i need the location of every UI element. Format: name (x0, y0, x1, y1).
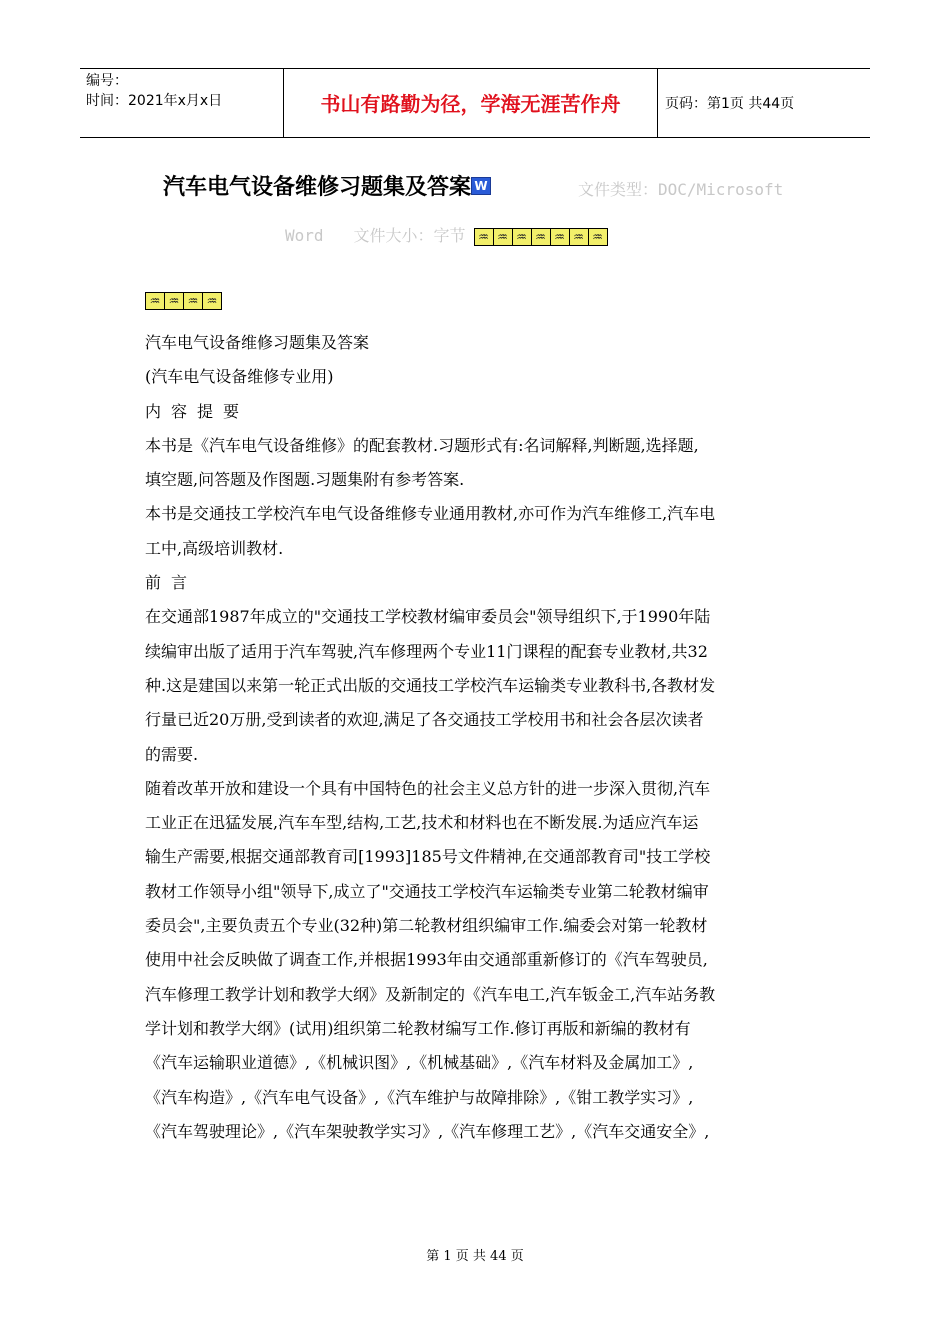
body-line: 《汽车驾驶理论》,《汽车架驶教学实习》,《汽车修理工艺》,《汽车交通安全》, (145, 1121, 710, 1141)
image-placeholder-strip (145, 292, 222, 310)
page-info: 页码：第1页 共44页 (665, 96, 795, 112)
image-placeholder-strip (474, 228, 608, 246)
body-line: 汽车电气设备维修习题集及答案 (145, 333, 370, 352)
body-line: 行量已近20万册,受到读者的欢迎,满足了各交通技工学校用书和社会各层次读者 (145, 710, 704, 730)
broken-image-icon: ♒ (592, 229, 603, 244)
meta-row (285, 223, 608, 246)
broken-image-icon: ♒ (494, 229, 513, 245)
broken-image-icon: ♒ (513, 229, 532, 245)
broken-image-icon: ♒ (475, 229, 494, 245)
page-footer: 第 1 页 共 44 页 (426, 1249, 524, 1264)
body-line: 本书是《汽车电气设备维修》的配套教材.习题形式有:名词解释,判断题,选择题, (145, 435, 699, 455)
section-heading: 内容提要 (145, 401, 250, 421)
section-heading: 前言 (145, 573, 198, 593)
body-line: (汽车电气设备维修专业用) (145, 367, 334, 387)
document-title: 汽车电气设备维修习题集及答案 (163, 175, 472, 200)
broken-image-icon: ♒ (206, 293, 218, 308)
broken-image-icon: ♒ (570, 229, 589, 245)
motto-text: 书山有路勤为径，学海无涯苦作舟 (320, 92, 621, 116)
image-placeholder-row (145, 290, 222, 310)
broken-image-icon: ♒ (146, 293, 165, 309)
body-line: 教材工作领导小组"领导下,成立了"交通技工学校汽车运输类专业第二轮教材编审 (145, 881, 709, 901)
header-table (80, 68, 870, 138)
body-line: 工业正在迅猛发展,汽车车型,结构,工艺,技术和材料也在不断发展.为适应汽车运 (145, 813, 699, 833)
word-doc-icon: W (471, 177, 491, 195)
broken-image-icon: ♒ (532, 229, 551, 245)
body-line: 种.这是建国以来第一轮正式出版的交通技工学校汽车运输类专业教科书,各教材发 (145, 675, 716, 695)
body-line: 续编审出版了适用于汽车驾驶,汽车修理两个专业11门课程的配套专业教材,共32 (145, 641, 708, 661)
file-type-label: 文件类型：DOC/Microsoft (578, 180, 784, 199)
body-line: 使用中社会反映做了调查工作,并根据1993年由交通部重新修订的《汽车驾驶员, (145, 950, 708, 970)
header-left-cell (80, 69, 283, 137)
body-line: 本书是交通技工学校汽车电气设备维修专业通用教材,亦可作为汽车维修工,汽车电 (145, 504, 716, 524)
broken-image-icon: ♒ (184, 293, 203, 309)
number-label: 编号： (86, 73, 128, 89)
header-motto-cell (283, 69, 658, 137)
body-line: 输生产需要,根据交通部教育司[1993]185号文件精神,在交通部教育司"技工学校 (145, 847, 711, 867)
broken-image-icon: ♒ (551, 229, 570, 245)
word-label: Word (285, 226, 324, 245)
file-size-label: 文件大小：字节 (353, 226, 466, 245)
body-line: 《汽车运输职业道德》,《机械识图》,《机械基础》,《汽车材料及金属加工》, (145, 1053, 694, 1073)
body-line: 汽车修理工教学计划和教学大纲》及新制定的《汽车电工,汽车钣金工,汽车站务教 (145, 984, 716, 1004)
body-line: 在交通部1987年成立的"交通技工学校教材编审委员会"领导组织下,于1990年陆 (145, 607, 711, 627)
body-text (145, 326, 810, 1149)
body-line: 委员会",主要负责五个专业(32种)第二轮教材组织编审工作.编委会对第一轮教材 (145, 916, 708, 936)
body-line: 《汽车构造》,《汽车电气设备》,《汽车维护与故障排除》,《钳工教学实习》, (145, 1087, 694, 1107)
body-line: 填空题,问答题及作图题.习题集附有参考答案. (145, 470, 465, 490)
body-line: 随着改革开放和建设一个具有中国特色的社会主义总方针的进一步深入贯彻,汽车 (145, 778, 711, 798)
time-label: 时间：2021年x月x日 (86, 93, 223, 109)
body-line: 工中,高级培训教材. (145, 538, 284, 558)
body-line: 学计划和教学大纲》(试用)组织第二轮教材编写工作.修订再版和新编的教材有 (145, 1018, 691, 1038)
broken-image-icon: ♒ (165, 293, 184, 309)
body-line: 的需要. (145, 744, 199, 764)
title-row (163, 170, 491, 201)
